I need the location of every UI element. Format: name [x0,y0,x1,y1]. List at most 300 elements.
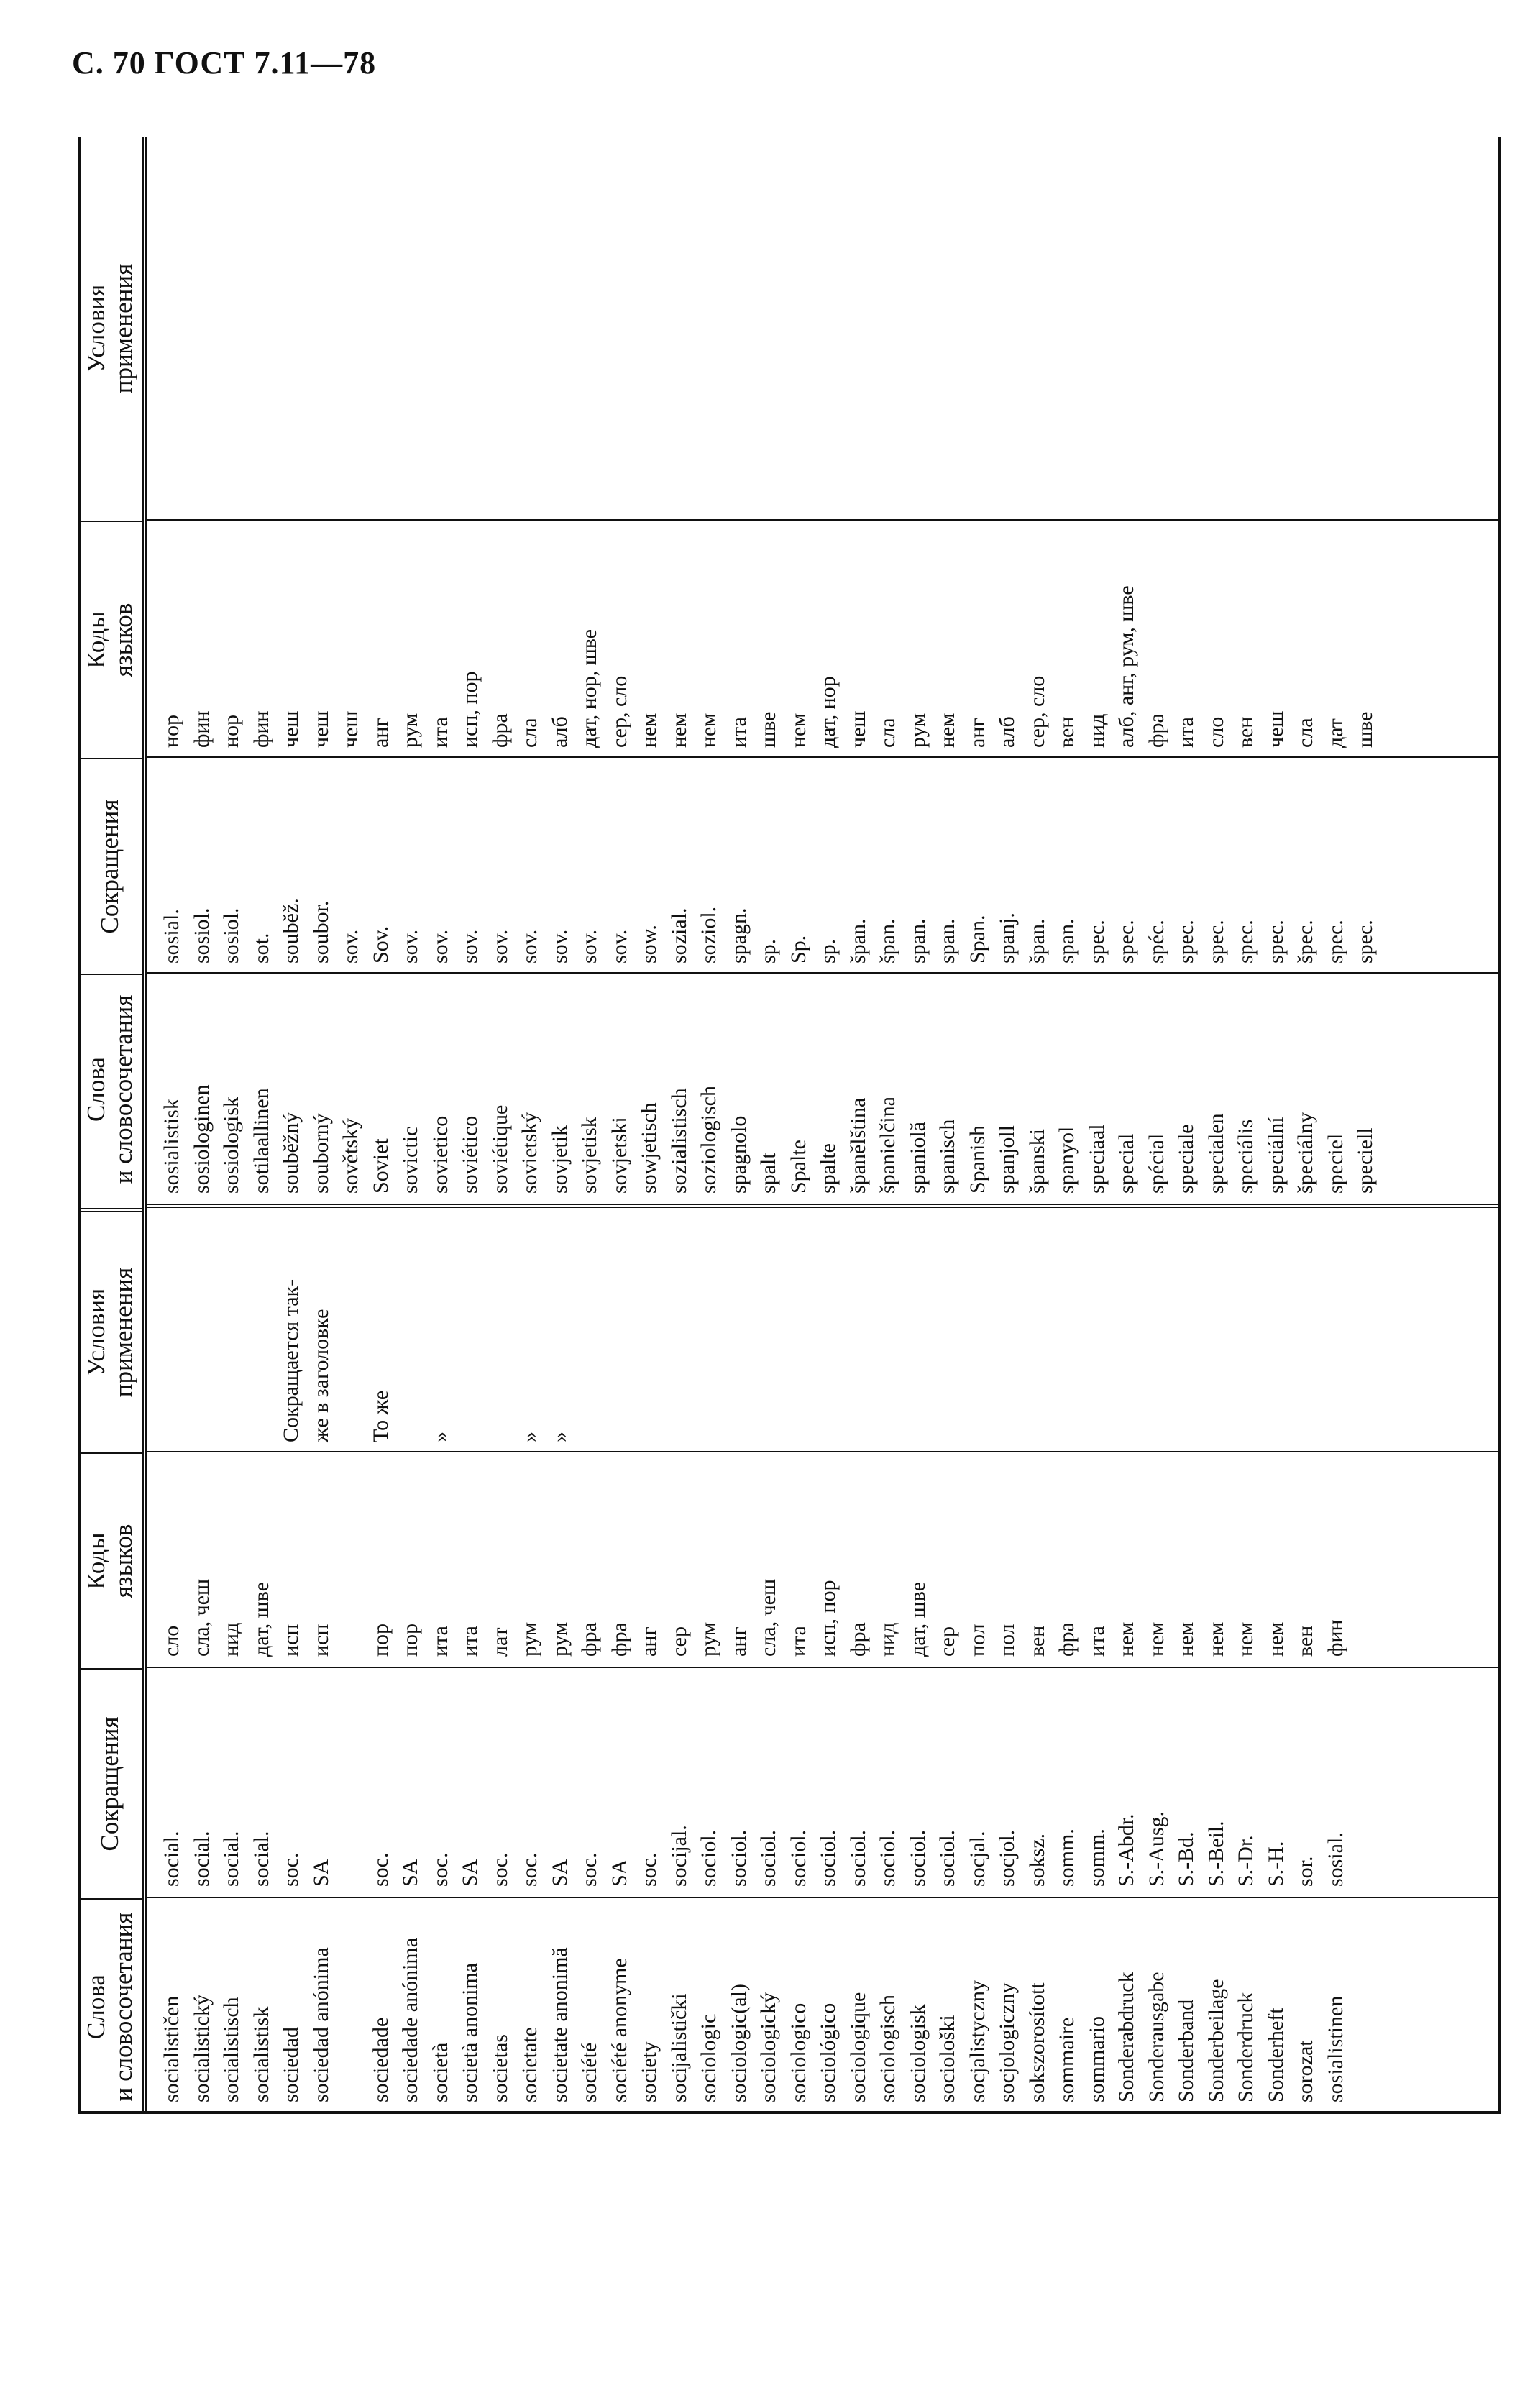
table-cell: анг [726,1626,751,1657]
table-cell [336,1579,366,1657]
header-abbr-left [78,1668,142,1898]
table-cell: span. [1055,918,1079,963]
table-cell: société anonyme [607,1958,631,2102]
table-cell [485,1279,516,1442]
table-cell: sociol. [697,1829,720,1887]
table-cell: нем [1263,1621,1288,1657]
header-codes-r2: языков [109,603,137,677]
table-cell: soksz. [1025,1833,1049,1887]
table-cell: španělština [846,1097,870,1194]
table-cell [1022,1279,1053,1442]
table-cell: вен [1025,1625,1049,1657]
table-cell: S.-Ausg. [1144,1810,1168,1887]
table-cell: sovictic [398,1126,422,1194]
table-cell: рум [547,1621,572,1657]
table-cell: S.-Beil. [1204,1821,1228,1887]
table-cell: sosiol. [189,907,214,963]
table-cell: soziol. [697,906,720,963]
table-cell: social. [160,1831,183,1887]
table-cell: socijal. [667,1825,691,1887]
column-rule-double [147,1204,1498,1208]
table-cell: souběžný [279,1112,303,1194]
table-cell: sociol. [816,1829,840,1887]
table-cell: socialistisch [219,1997,243,2102]
table-cell: нид [876,1622,899,1657]
table-cell: ита [428,1626,452,1657]
table-cell: sociedade anónima [398,1937,422,2102]
table-cell: Soviet [368,1138,393,1194]
table-cell: spéc. [1144,920,1168,963]
header-codes-l2: языков [109,1524,137,1598]
table-cell: sociológico [816,2002,840,2102]
table-cell: шве [1353,711,1377,748]
table-cell: sokszorosított [1025,1982,1049,2102]
table-cell: spagnolo [726,1115,751,1194]
table-cell: исп, пор [458,671,482,748]
table-cell: sosialistisk [160,1099,183,1194]
table-cell: sosial. [1323,1832,1347,1887]
table-cell: sozial. [667,907,691,963]
table-cell: дат, шве [905,1581,930,1657]
table-cell: sov. [398,929,422,963]
table-cell: socjal. [965,1831,989,1887]
table-cell: sociologic [697,2013,720,2102]
header-abbr-text-r: Сокращения [96,799,124,934]
table-cell: Sonderband [1174,1999,1198,2102]
table-cell: sovjetski [607,1117,631,1194]
table-cell: spalte [816,1143,840,1194]
left-abbr-column [157,1811,1350,1887]
table-cell: sociološki [935,2015,959,2102]
right-words-column [157,1084,1380,1194]
column-rule [147,1897,1498,1898]
table-cell: исп [279,1624,303,1657]
table-cell: sov. [428,929,452,963]
table-cell: societate anonimă [547,1947,572,2102]
column-rule [147,1451,1498,1452]
table-cell [247,1279,277,1442]
table-cell: сла, чеш [189,1578,214,1657]
table-cell: spec. [1323,920,1347,963]
table-cell: spec. [1174,920,1198,963]
table-cell: дат, нор [816,676,840,748]
table-cell: фра [487,713,512,748]
header-usage-left [78,1208,142,1452]
table-cell: špan. [876,918,899,963]
table-cell: sosiologisk [219,1096,243,1194]
table-cell: исп, пор [816,1580,840,1657]
table-cell: нем [1144,1621,1168,1657]
table-cell: sosialistinen [1323,1995,1347,2102]
table-cell: сла [876,718,899,748]
table-cell [1082,1279,1112,1442]
table-cell [694,1279,724,1442]
table-cell: society [637,2041,661,2102]
column-rule [147,519,1498,521]
table-cell: вен [1293,1625,1317,1657]
table-cell: spaniolă [905,1122,930,1194]
table-cell: sov. [607,929,631,963]
table-cell [1112,1279,1142,1442]
header-abbr-right [78,758,142,974]
table-cell [1321,1279,1351,1442]
table-cell: soziologisch [697,1086,720,1194]
table-cell: пол [965,1624,989,1657]
table-cell: ита [428,717,452,748]
table-cell [395,1279,426,1442]
table-cell: speciell [1353,1127,1377,1194]
abbreviation-table [78,137,1501,2114]
table-cell: span. [905,918,930,963]
table-cell [1052,1279,1082,1442]
table-cell [754,1279,784,1442]
table-cell: нем [637,713,661,748]
table-cell: SA [308,1859,333,1887]
table-cell: soviético [458,1115,482,1194]
table-cell: чеш [1263,710,1288,748]
table-cell: нид [219,1622,243,1657]
table-cell: сла [518,718,541,748]
header-words-left [78,1898,142,2114]
table-cell: spagn. [726,907,751,963]
table-cell: speciale [1174,1124,1198,1194]
header-words-right [78,974,142,1204]
table-cell: sow. [637,925,661,963]
table-cell: sorozat [1293,2040,1317,2102]
table-cell: рум [518,1621,541,1657]
table-cell: нор [219,714,243,748]
table-cell: sot. [249,933,273,963]
table-cell: » [518,1432,541,1442]
table-cell: же в заголовке [308,1309,333,1442]
table-cell: span. [935,918,959,963]
table-cell: spanjoll [995,1125,1019,1194]
table-cell: ита [1084,1626,1109,1657]
table-cell: socjol. [995,1829,1019,1887]
table-cell: анг [368,718,393,748]
table-cell: soc. [637,1852,661,1887]
table-cell: анг [965,718,989,748]
table-cell [784,1279,814,1442]
table-cell: specialen [1204,1113,1228,1194]
table-cell: sociol. [905,1829,930,1887]
table-cell: SA [547,1859,572,1887]
table-cell: spec. [1234,920,1258,963]
table-cell: soc. [577,1852,601,1887]
table-cell: Sonderdruck [1234,1992,1258,2102]
table-cell: лат [487,1627,512,1657]
table-cell: spec. [1204,920,1228,963]
table-cell: sociol. [726,1829,751,1887]
table-cell [992,1279,1022,1442]
table-cell [336,1938,366,2102]
header-words-l1: Слова [82,1974,110,2039]
table-cell: società [428,2042,452,2102]
table-cell: speciaal [1084,1124,1109,1194]
table-cell: spanj. [995,912,1019,963]
table-cell: алб [995,716,1019,748]
left-words-column [157,1938,1350,2102]
table-cell: SA [607,1859,631,1887]
table-cell: societas [487,2034,512,2102]
table-cell: фин [249,710,273,748]
table-cell: нем [1204,1621,1228,1657]
table-cell: sosial. [160,909,183,963]
table-cell: spec. [1353,920,1377,963]
table-cell: sociologisk [905,2004,930,2102]
table-cell: сла, чеш [756,1578,780,1657]
table-cell: чеш [846,710,870,748]
table-cell: sovietico [428,1115,452,1194]
table-cell: SA [398,1859,422,1887]
table-cell [336,1279,366,1442]
table-cell: чеш [308,710,333,748]
table-cell: sosiol. [219,907,243,963]
table-cell: spalt [756,1153,780,1194]
table-cell: social. [219,1831,243,1887]
table-cell: » [428,1432,452,1442]
table-cell: сер, сло [607,675,631,748]
table-cell: špan. [846,918,870,963]
table-cell: special [1114,1133,1138,1194]
table-cell: нем [1114,1621,1138,1657]
header-usage-r2: применения [109,263,137,394]
table-cell: sor. [1293,1856,1317,1887]
table-cell: дат, шве [249,1581,273,1657]
table-cell [963,1279,993,1442]
table-cell: сер, сло [1025,675,1049,748]
table-cell: нем [1174,1621,1198,1657]
table-cell: sozialistisch [667,1088,691,1194]
table-cell: social. [249,1831,273,1887]
header-words-r2: и словосочетания [109,994,137,1184]
table-cell: S.-H. [1263,1841,1288,1887]
table-cell: нем [786,713,810,748]
table-cell: нид [1084,713,1109,748]
header-codes-r1: Коды [82,611,110,669]
table-cell: S.-Dr. [1234,1835,1258,1887]
page-header: С. 70 ГОСТ 7.11—78 [72,45,377,81]
table-cell: sociol. [935,1829,959,1887]
table-cell: Sonderausgabe [1144,1972,1168,2102]
header-codes-left [78,1452,142,1668]
table-cell [216,1279,247,1442]
table-cell: фра [577,1622,601,1657]
table-cell: sociologický [756,1992,780,2102]
table-cell [455,1279,485,1442]
table-cell: sov. [339,929,362,963]
table-cell: рум [398,713,422,748]
table-cell: soc. [428,1852,452,1887]
table-cell: sp. [816,938,840,963]
table-cell: Сокращается так- [279,1278,303,1442]
table-cell: фра [1144,713,1168,748]
table-cell: sovietský [518,1112,541,1194]
table-cell: чеш [279,710,303,748]
table-cell [605,1279,635,1442]
header-usage-l1: Условия [82,1288,110,1377]
table-cell: soc. [279,1852,303,1887]
table-cell: sov. [577,929,601,963]
table-cell: societate [518,2027,541,2102]
table-cell: sociedad [279,2027,303,2102]
table-cell: socijalistički [667,1993,691,2102]
table-cell: пол [995,1624,1019,1657]
table-cell: ита [458,1626,482,1657]
table-cell [1171,1279,1201,1442]
header-usage-l2: применения [109,1267,137,1398]
table-cell: » [547,1432,572,1442]
table-cell: sotilaallinen [249,1088,273,1194]
table-cell [873,1279,903,1442]
table-cell: sovjetik [547,1125,572,1194]
right-abbr-column [157,898,1380,963]
table-cell: socialistisk [249,2006,273,2102]
table-cell: алб, анг, рум, шве [1114,585,1138,748]
table-cell [724,1279,754,1442]
table-cell [933,1279,963,1442]
table-cell: нем [1234,1621,1258,1657]
table-cell: чеш [339,710,362,748]
table-cell: sp. [756,938,780,963]
table-cell: sociologique [846,1992,870,2102]
table-cell: фра [846,1622,870,1657]
table-cell: нем [935,713,959,748]
table-cell: Sonderabdruck [1114,1972,1138,2102]
table-cell: sociol. [756,1829,780,1887]
table-cell: soviétique [487,1104,512,1194]
table-cell [157,1279,187,1442]
table-cell: somm. [1084,1828,1109,1887]
table-cell: сер [935,1626,959,1657]
table-cell: Spanish [965,1125,989,1194]
table-cell: socialistický [189,1995,214,2102]
table-cell [1201,1279,1232,1442]
table-cell: дат, нор, шве [577,628,601,748]
table-cell: sovětský [339,1118,362,1194]
table-header-row [78,137,147,2114]
table-cell: spanisch [935,1119,959,1194]
table-cell [187,1279,217,1442]
table-cell: sosiologinen [189,1084,214,1194]
table-cell [634,1279,664,1442]
table-cell: нем [667,713,691,748]
table-cell: socialističen [160,1995,183,2102]
table-cell: S.-Abdr. [1114,1813,1138,1887]
table-cell: рум [905,713,930,748]
table-cell [1261,1279,1291,1442]
table-cell: speciel [1323,1133,1347,1194]
table-cell: нор [160,714,183,748]
table-cell: španski [1025,1129,1049,1194]
header-usage-right [78,137,142,521]
table-cell: spec. [1263,920,1288,963]
table-cell: speciális [1234,1119,1258,1194]
table-cell: socjologiczny [995,1982,1019,2102]
table-cell: пор [368,1623,393,1657]
table-cell: souběž. [279,898,303,963]
table-cell: дат [1323,718,1347,748]
table-cell: ита [786,1626,810,1657]
table-cell: рум [697,1621,720,1657]
table-cell: sociedade [368,2017,393,2102]
table-cell: somm. [1055,1828,1079,1887]
table-cell: sociol. [876,1829,899,1887]
header-codes-right [78,521,142,758]
table-cell: sovjetisk [577,1117,601,1194]
table-cell: шве [756,711,780,748]
table-cell: spec. [1084,920,1109,963]
table-cell: Span. [965,915,989,963]
table-cell: spec. [1114,920,1138,963]
header-codes-l1: Коды [82,1532,110,1590]
table-cell: sociol. [786,1829,810,1887]
table-cell [1231,1279,1261,1442]
table-cell: socjalistyczny [965,1980,989,2102]
table-cell: sommario [1084,2016,1109,2102]
table-cell: španielčina [876,1097,899,1194]
right-codes-column [157,585,1380,748]
table-cell: sociol. [846,1829,870,1887]
table-cell: сер [667,1626,691,1657]
table-cell: sociologisch [876,1995,899,2102]
table-cell: Sov. [368,925,393,963]
table-cell: анг [637,1626,661,1657]
header-usage-r1: Условия [82,284,110,373]
table-cell: вен [1055,716,1079,748]
table-cell: società anonima [458,1962,482,2102]
table-cell: сло [160,1625,183,1657]
table-cell [903,1279,933,1442]
table-cell: Spalte [786,1140,810,1194]
table-cell [574,1279,605,1442]
header-words-l2: и словосочетания [109,1912,137,2102]
table-cell [813,1279,843,1442]
table-cell: SA [458,1859,482,1887]
table-cell: sociologic(al) [726,1984,751,2102]
table-cell: soc. [368,1852,393,1887]
table-cell: исп [308,1624,333,1657]
table-cell [336,1811,366,1887]
table-cell: фра [607,1622,631,1657]
table-cell: social. [189,1831,214,1887]
table-cell: ита [726,717,751,748]
table-cell: soc. [487,1852,512,1887]
table-cell: sov. [547,929,572,963]
table-cell: Sonderheft [1263,2008,1288,2102]
table-cell [843,1279,874,1442]
table-cell: ита [1174,717,1198,748]
table-cell: sov. [487,929,512,963]
table-cell: sov. [458,929,482,963]
header-abbr-text: Сокращения [96,1716,124,1851]
table-cell: То же [368,1390,393,1442]
table-cell: пор [398,1623,422,1657]
table-cell: spanyol [1055,1126,1079,1194]
table-cell: S.-Bd. [1174,1831,1198,1887]
table-cell: сло [1204,716,1228,748]
column-rule [147,756,1498,758]
table-cell: sociedad anónima [308,1947,333,2102]
table-cell: фин [189,710,214,748]
column-rule [147,972,1498,974]
table-cell: spécial [1144,1133,1168,1194]
table-cell: нем [697,713,720,748]
table-cell: špeciálny [1293,1112,1317,1194]
table-cell: soubor. [308,900,333,963]
table-cell: špan. [1025,918,1049,963]
table-cell: speciální [1263,1117,1288,1194]
